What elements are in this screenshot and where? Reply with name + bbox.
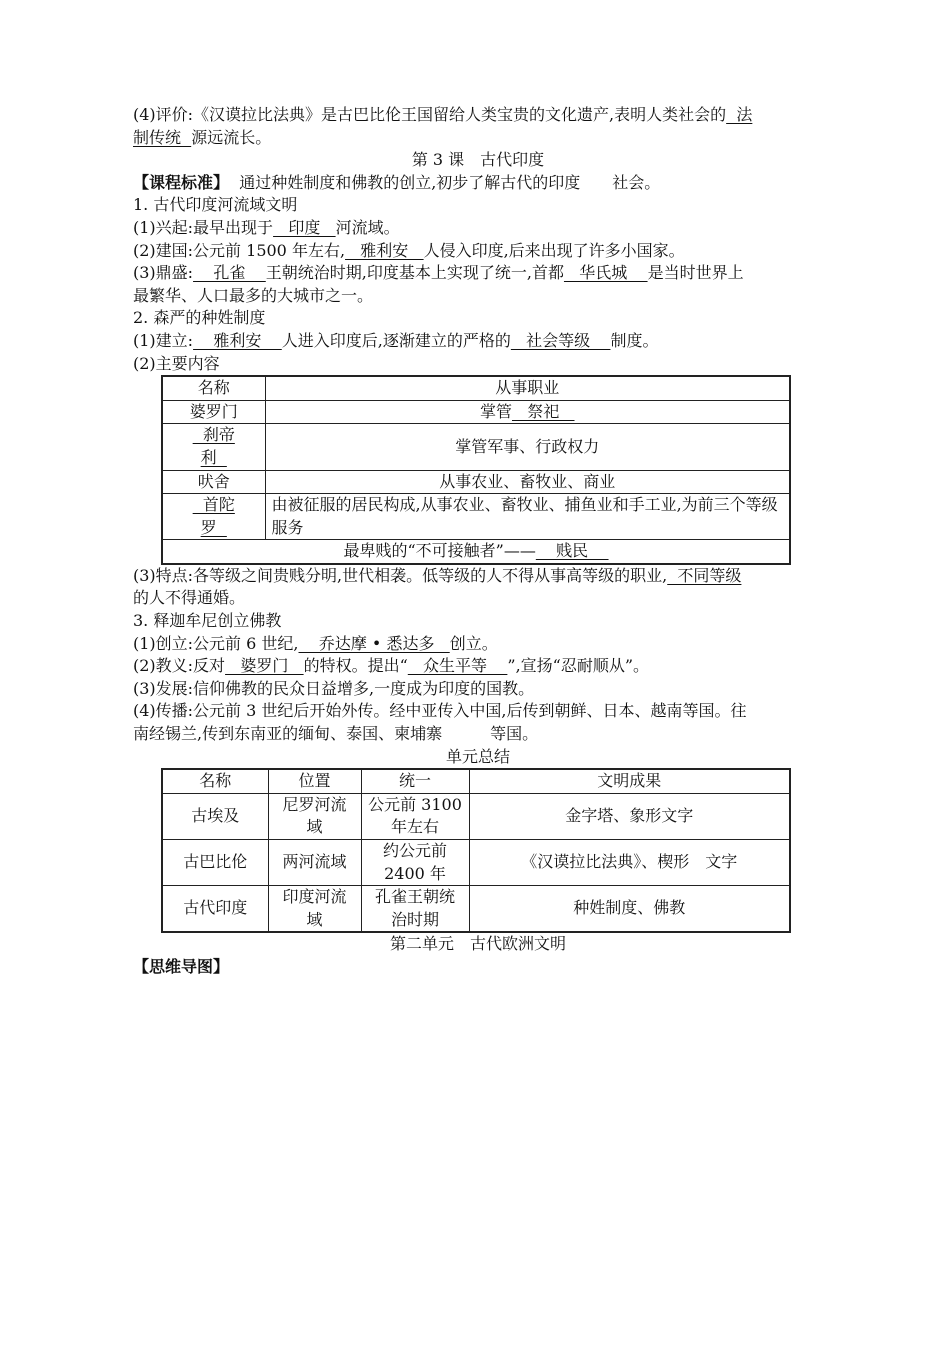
answer-blank: 贱民 [535,541,609,561]
paragraph [133,655,823,678]
paragraph [133,262,823,285]
answer-blank: 乔达摩 • 悉达多 [298,633,450,653]
text: (2)建国:公元前 1500 年左右, [133,240,346,260]
table-row [162,494,790,540]
text: 河流域。 [335,217,400,237]
paragraph [133,633,823,656]
civ-unification [361,793,469,839]
caste-name: 婆罗门 [162,400,265,424]
unit-title: 第二单元 古代欧洲文明 [389,934,566,954]
text: 最卑贱的“不可接触者”—— [343,541,536,561]
text: 源远流长。 [191,127,272,147]
text: 人进入印度后,逐渐建立的严格的 [281,330,511,350]
civ-unification [361,840,469,886]
answer-blank: 祭祀 [511,401,575,421]
paragraph [133,217,823,240]
table-header: 位置 [268,769,361,793]
answer-blank: 雅利安 [193,330,282,350]
civ-name: 古埃及 [162,793,268,839]
caste-job: 掌管军事、行政权力 [265,424,790,470]
untouchable-note [162,540,790,564]
answer-blank: 社会等级 [510,330,611,350]
text: (4)评价:《汉谟拉比法典》是古巴比伦王国留给人类宝贵的文化遗产,表明人类社会的 [133,105,727,124]
caste-job: 由被征服的居民构成,从事农业、畜牧业、捕鱼业和手工业,为前三个等级服务 [265,494,790,540]
text: 印度河流 [282,887,347,907]
evaluation-paragraph-line2 [133,127,823,150]
table-row [162,886,790,933]
evaluation-paragraph [133,104,823,127]
caste-job [265,400,790,424]
caste-name [162,494,265,540]
text: 治时期 [390,909,439,929]
paragraph [133,240,823,263]
table-row [162,400,790,424]
text: 域 [306,817,323,837]
table-header-row [162,376,790,400]
table-header: 从事职业 [265,376,790,400]
text: 制度。 [610,330,659,350]
answer-blank: 雅利安 [345,240,424,260]
caste-table [161,375,791,565]
section-heading: 3. 释迦牟尼创立佛教 [133,611,282,631]
lesson-title: 第 3 课 古代印度 [411,150,545,170]
document-content [133,104,823,979]
text: 尼罗河流 [282,794,347,814]
text: 域 [306,909,323,929]
table-row [162,793,790,839]
answer-blank: 刹帝 [192,425,235,445]
paragraph: (3)发展:信仰佛教的民众日益增多,一度成为印度的国教。 [133,678,535,698]
civ-location [268,793,361,839]
text: 王朝统治时期,印度基本上实现了统一,首都 [265,263,564,283]
summary-table [161,768,791,933]
answer-blank: 首陀 [192,495,235,515]
table-footer-row [162,540,790,564]
text: (2)教义:反对 [133,656,226,676]
section-heading: 1. 古代印度河流域文明 [133,195,298,215]
section-heading: 2. 森严的种姓制度 [133,308,266,328]
paragraph-line2: 的人不得通婚。 [133,588,246,608]
civ-result: 金字塔、象形文字 [469,793,790,839]
mindmap-tag: 【思维导图】 [133,956,230,976]
answer-blank: 利 [200,447,227,467]
paragraph-line2: 南经锡兰,传到东南亚的缅甸、泰国、柬埔寨 等国。 [133,724,539,744]
standard-tag: 【课程标准】 [133,172,230,192]
text: 2400 年 [384,863,446,883]
answer-blank: 华氏城 [563,263,648,283]
paragraph [133,330,823,353]
answer-blank: 婆罗门 [225,656,304,676]
paragraph-line2: 最繁华、人口最多的大城市之一。 [133,285,374,305]
answer-blank: 印度 [273,217,336,237]
civ-name: 古代印度 [162,886,268,933]
paragraph: (2)主要内容 [133,353,220,373]
text: (3)鼎盛: [133,263,194,283]
table-header: 统一 [361,769,469,793]
text: 公元前 3100 [368,794,462,814]
civ-result: 《汉谟拉比法典》、楔形 文字 [469,840,790,886]
course-standard [133,172,823,195]
table-row [162,424,790,470]
table-header: 文明成果 [469,769,790,793]
text: 掌管 [479,401,512,421]
table-row [162,840,790,886]
table-header: 名称 [162,769,268,793]
civ-name: 古巴比伦 [162,840,268,886]
text: (3)特点:各等级之间贵贱分明,世代相袭。低等级的人不得从事高等级的职业, [133,565,668,585]
text: 人侵入印度,后来出现了许多小国家。 [423,240,685,260]
text: 创立。 [449,633,498,653]
civ-location [268,886,361,933]
civ-location: 两河流域 [268,840,361,886]
table-header: 名称 [162,376,265,400]
answer-blank: 众生平等 [407,656,508,676]
answer-blank: 孔雀 [193,263,266,283]
answer-blank: 罗 [200,517,227,537]
table-header-row [162,769,790,793]
caste-name [162,424,265,470]
standard-text: 通过种姓制度和佛教的创立,初步了解古代的印度 社会。 [229,172,661,192]
text: 年左右 [390,817,439,837]
text: (1)建立: [133,330,194,350]
paragraph: (4)传播:公元前 3 世纪后开始外传。经中亚传入中国,后传到朝鲜、日本、越南等国。往 [133,701,747,721]
table-row [162,470,790,494]
caste-name: 吠舍 [162,470,265,494]
text: 孔雀王朝统 [374,887,455,907]
answer-blank: 制传统 [133,127,192,147]
civ-unification [361,886,469,933]
answer-blank: 不同等级 [667,565,742,585]
paragraph [133,565,823,588]
text: 是当时世界上 [647,263,744,283]
civ-result: 种姓制度、佛教 [469,886,790,933]
text: (1)创立:公元前 6 世纪, [133,633,299,653]
text: 的特权。提出“ [303,656,408,676]
text: 约公元前 [382,841,447,860]
text: (1)兴起:最早出现于 [133,217,274,237]
summary-title: 单元总结 [445,746,510,766]
caste-job: 从事农业、畜牧业、商业 [265,470,790,494]
answer-blank: 法 [726,105,753,124]
text: ”,宣扬“忍耐顺从”。 [507,656,650,676]
